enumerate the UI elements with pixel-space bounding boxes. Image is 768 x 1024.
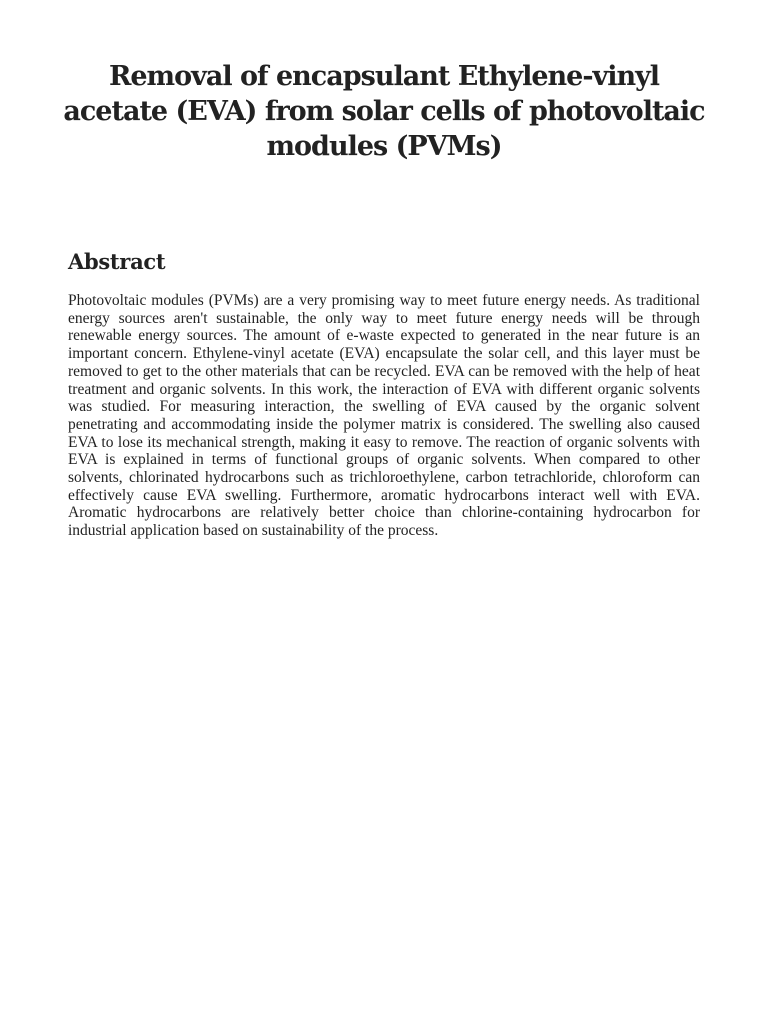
paper-title: Removal of encapsulant Ethylene-vinyl acetate (EVA) from solar cells of photovoltaic modules (PVMs) — [63, 61, 705, 162]
abstract-heading: Abstract — [68, 249, 166, 274]
abstract-body: Photovoltaic modules (PVMs) are a very promising way to meet future energy needs. As traditional energy sources aren't sustainable, the only way to meet future energy needs will be through renewable energy sources. The amount of e-waste expected to generated in the near future is an important concern. Ethylene-vinyl acetate (EVA) encapsulate the solar cell, and this layer must be removed to get to the other materials that can be recycled. EVA can be removed with the help of heat treatment and organic solvents. In this work, the interaction of EVA with different organic solvents was studied. For measuring interaction, the swelling of EVA caused by the organic solvent penetrating and accommodating inside the polymer matrix is considered. The swelling also caused EVA to lose its mechanical strength, making it easy to remove. The reaction of organic solvents with EVA is explained in terms of functional groups of organic solvents. When compared to other solvents, chlorinated hydrocarbons such as trichloroethylene, carbon tetrachloride, chloroform can effectively cause EVA swelling. Furthermore, aromatic hydrocarbons interact well with EVA. Aromatic hydrocarbons are relatively better choice than chlorine-containing hydrocarbon for industrial application based on sustainability of the process. — [68, 292, 700, 540]
